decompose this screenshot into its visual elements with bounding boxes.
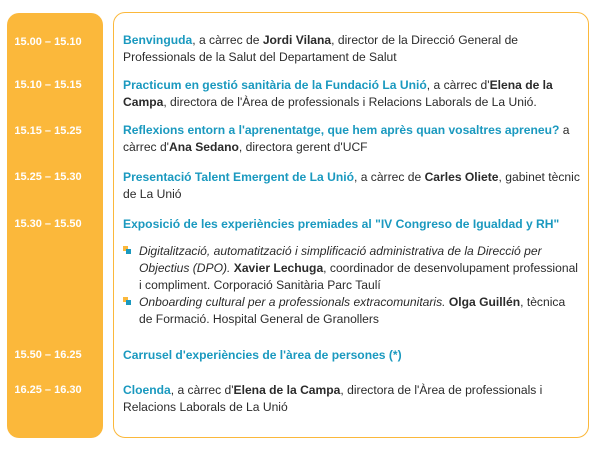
agenda-item-practicum [123,77,583,111]
item-title: Presentació Talent Emergent de La Unió [123,170,354,184]
experience-title: Onboarding cultural per a professionals extracomunitaris. [139,295,446,309]
speaker-role: , tècnica de Formació. Hospital General de Granollers [139,295,566,326]
agenda-item-talent [123,169,583,203]
agenda-item-reflexions [123,122,583,156]
item-title: Cloenda [123,383,171,397]
speaker-name: Xavier Lechuga [230,261,324,275]
speaker-name: Jordi Vilana [262,33,332,47]
speaker-name: Elena de la Campa [123,78,553,109]
item-text: , directora gerent d'UCF [238,140,368,154]
square-bullet-icon [123,297,131,305]
experience-title: Digitalització, automatització i simplificació administrativa de la Direcció per Objectius (DPO). [139,244,542,275]
agenda-item-welcome [123,32,583,66]
time-slot-1: 15.00 – 15.10 [14,36,82,48]
time-slot-3: 15.15 – 15.25 [14,125,82,137]
item-text: , a càrrec d' [170,383,234,397]
speaker-name: Elena de la Campa [233,383,341,397]
item-title: Benvinguda [123,33,193,47]
item-title: Practicum en gestió sanitària de la Fundació La Unió [123,78,427,92]
item-title: Reflexions entorn a l'aprenentatge, que hem après quan vosaltres apreneu? [123,123,560,137]
item-text: a càrrec d' [123,123,570,154]
time-slot-7: 16.25 – 16.30 [14,384,82,396]
item-text: , a càrrec de [353,170,425,184]
item-text: , gabinet tècnic de La Unió [123,170,580,201]
experiences-list [123,243,578,328]
item-text: , a càrrec d' [426,78,490,92]
time-slot-4: 15.25 – 15.30 [14,171,82,183]
list-item [123,294,578,328]
speaker-name: Ana Sedano [169,140,239,154]
time-slot-6: 15.50 – 16.25 [14,349,82,361]
item-text: , directora de l'Àrea de professionals i Relacions Laborals de La Unió [123,383,543,414]
item-text: , a càrrec de [192,33,263,47]
item-text: , director de la Direcció General de Professionals de la Salut del Departament de Salut [123,33,519,64]
time-slot-5: 15.30 – 15.50 [14,218,82,230]
speaker-role: , coordinador de desenvolupament professional i compliment. Corporació Sanitària Parc Taulí [139,261,578,292]
time-slot-2: 15.10 – 15.15 [14,79,82,91]
agenda-item-carrusel [123,347,583,364]
square-bullet-icon [123,246,131,254]
speaker-name: Carles Oliete [424,170,499,184]
list-item [123,243,578,294]
agenda-item-cloenda [123,382,583,416]
item-title: Carrusel d'experiències de l'àrea de persones (*) [123,348,402,362]
item-text: , directora de l'Àrea de professionals i Relacions Laborals de La Unió. [163,95,537,109]
agenda-item-experiencies [123,216,583,233]
item-title: Exposició de les experiències premiades al "IV Congreso de Igualdad y RH" [123,217,560,231]
speaker-name: Olga Guillén [445,295,521,309]
